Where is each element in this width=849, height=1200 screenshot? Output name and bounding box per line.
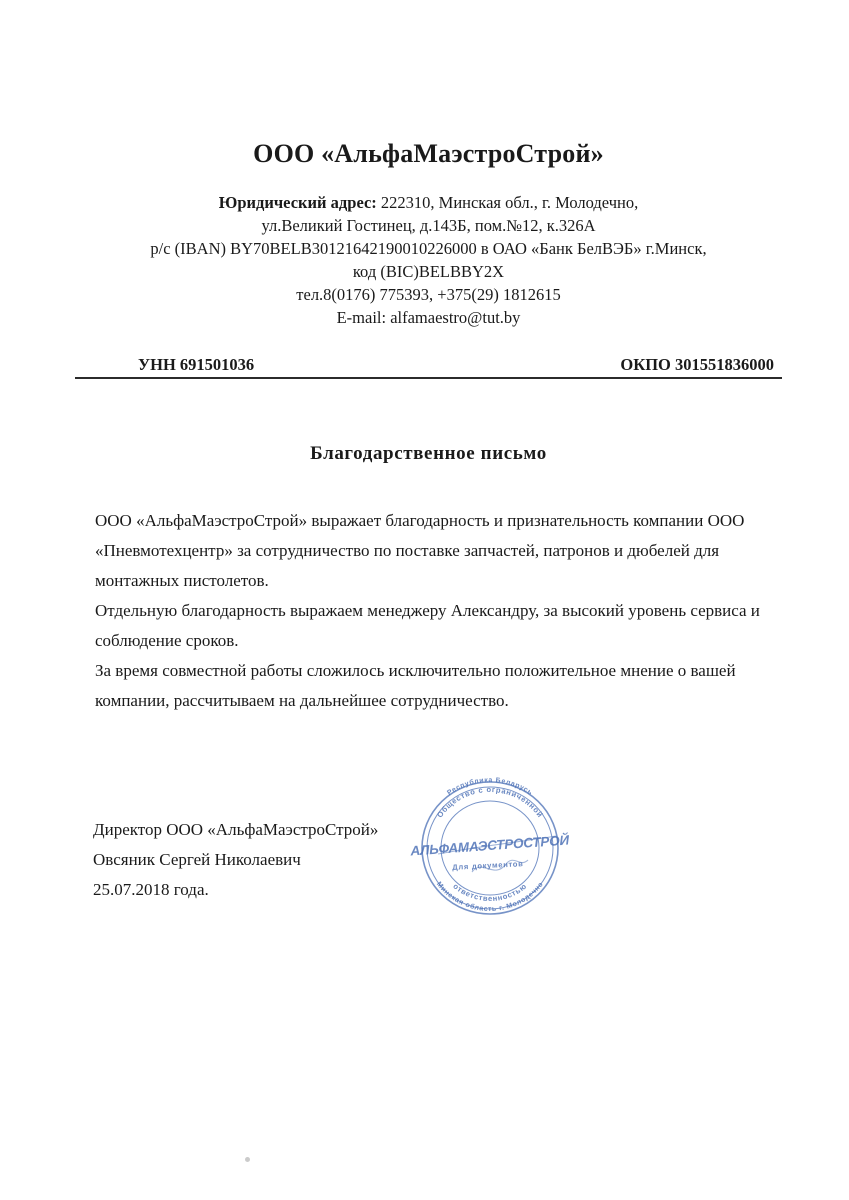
signature-date: 25.07.2018 года.	[93, 880, 209, 899]
body-paragraph: За время совместной работы сложилось исключительно положительное мнение о вашей компании, рассчитываем на дальнейшее сотрудничество.	[95, 661, 736, 710]
legal-address-value: 222310, Минская обл., г. Молодечно,	[376, 193, 639, 213]
stamp-center-text: АЛЬФАМАЭСТРОСТРОЙ	[409, 832, 570, 859]
okpo-code: ОКПО 301551836000	[620, 355, 774, 374]
stamp-purpose-text: Для документов	[452, 859, 524, 872]
company-title: ООО «АльфаМаэстроСтрой»	[253, 139, 604, 168]
signature-block	[93, 815, 513, 905]
letterhead	[75, 138, 782, 329]
unn-code: УНН 691501036	[138, 355, 255, 374]
stamp-inner-top-text: Общество с ограниченной	[435, 784, 545, 820]
legal-address-label: Юридический адрес:	[218, 193, 377, 213]
registration-codes-row	[75, 355, 782, 375]
body-paragraph: ООО «АльфаМаэстроСтрой» выражает благодарность и признательность компании ООО «Пневмотехцентр» за сотрудничество по поставке запчастей, патронов и дюбелей для монтажных пистолетов.	[95, 511, 745, 590]
document-heading: Благодарственное письмо	[310, 443, 547, 464]
stamp-inner-bottom-text: ответственностью	[451, 881, 529, 903]
document-body	[95, 506, 767, 716]
letterhead-divider	[75, 377, 782, 379]
stamp-outer-top-text: Республика Беларусь	[446, 777, 534, 797]
scan-artifact-mark	[245, 1157, 250, 1162]
legal-address-line	[75, 191, 782, 214]
body-paragraph: Отдельную благодарность выражаем менеджеру Александру, за высокий уровень сервиса и соблюдение сроков.	[95, 601, 760, 650]
email-line: E-mail: alfamaestro@tut.by	[336, 308, 521, 328]
phone-line: тел.8(0176) 775393, +375(29) 1812615	[296, 285, 561, 305]
bank-account-line: р/с (IBAN) BY70BELB30121642190010226000 в ОАО «Банк БелВЭБ» г.Минск,	[150, 239, 707, 259]
bic-code-line: код (BIC)BELBBY2X	[352, 262, 505, 282]
signatory-name: Овсяник Сергей Николаевич	[93, 850, 301, 869]
legal-address-line2: ул.Великий Гостинец, д.143Б, пом.№12, к.326А	[261, 216, 596, 236]
signatory-position: Директор ООО «АльфаМаэстроСтрой»	[93, 820, 379, 839]
stamp-outer-bottom-text: Минская область г. Молодечно	[434, 880, 546, 913]
